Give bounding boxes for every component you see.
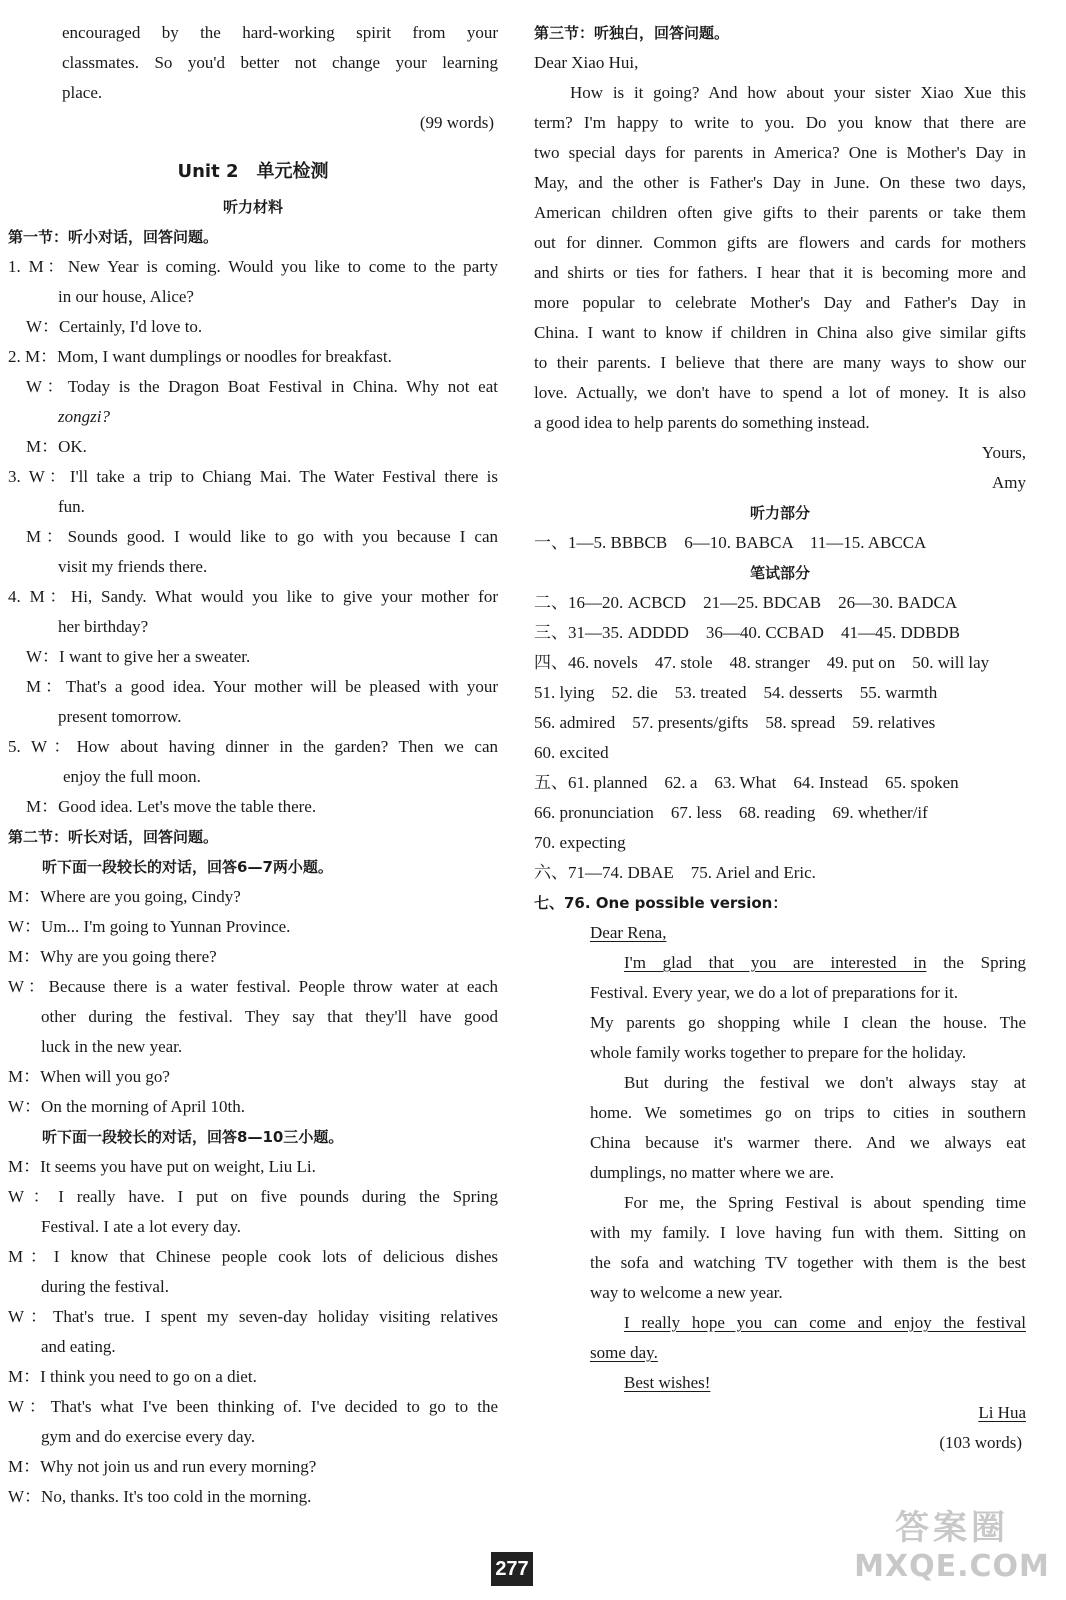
text-line: some day. [590,1343,658,1362]
left-column [8,18,498,1512]
text-line: W：That's true. I spent my seven-day holiday visiting relatives [8,1307,498,1326]
text-line: W：Um... I'm going to Yunnan Province. [8,917,291,936]
text-line: the sofa and watching TV together with them is the best [590,1253,1026,1272]
watermark-top: 答案圈 [895,1508,1009,1548]
text-line: 2. M：Mom, I want dumplings or noodles for breakfast. [8,347,392,366]
text-line: luck in the new year. [41,1037,183,1056]
text-line: 二、16—20. ACBCD 21—25. BDCAB 26—30. BADCA [534,593,958,612]
unit-title: Unit 2 单元检测 [177,161,329,182]
text-line: I really hope you can come and enjoy the festival [624,1313,1026,1332]
section-heading: 七、76. One possible version： [534,894,788,912]
text-line: M：Good idea. Let's move the table there. [26,797,317,816]
text-line: W：Certainly, I'd love to. [26,317,203,336]
text-line: Festival. Every year, we do a lot of preparations for it. [590,983,959,1002]
text-line: other during the festival. They say that they'll have good [41,1007,498,1026]
text-line: 五、61. planned 62. a 63. What 64. Instead 65. spoken [534,773,959,792]
text-line: M：Sounds good. I would like to go with you because I can [26,527,498,546]
text-line: W：That's what I've been thinking of. I've decided to go to the [8,1397,498,1416]
text-line: Yours, [981,443,1026,462]
text-line: For me, the Spring Festival is about spending time [624,1193,1026,1212]
text-line: 六、71—74. DBAE 75. Ariel and Eric. [534,863,816,882]
text-line: M：I think you need to go on a diet. [8,1367,257,1386]
text-line: love. Actually, we don't have to spend a lot of money. It is also [534,383,1026,402]
text-line: zongzi? [58,407,110,426]
text-line: term? I'm happy to write to you. Do you know that there are [534,113,1026,132]
text-line: to their parents. I believe that there are many ways to show our [534,353,1026,372]
text-line: American children often give gifts to their parents or take them [534,203,1026,222]
underlined-phrase: I'm glad that you are interested in [624,953,927,972]
right-column [534,18,1026,1458]
text-line: I'm glad that you are interested in the Spring [624,953,1026,972]
section-heading: 第一节：听小对话，回答问题。 [8,228,219,246]
text-line: Best wishes! [624,1373,711,1392]
watermark-logo [852,1500,1052,1600]
text-line: 三、31—35. ADDDD 36—40. CCBAD 41—45. DDBDB [534,623,960,642]
text-line: 70. expecting [534,833,626,852]
text-line: Dear Rena, [590,923,667,942]
text-line: M：I know that Chinese people cook lots of delicious dishes [8,1247,498,1266]
text-line: May, and the other is Father's Day in June. On these two days, [534,173,1026,192]
text-line: 4. M：Hi, Sandy. What would you like to give your mother for [8,587,498,606]
text-line: dumplings, no matter where we are. [590,1163,835,1182]
text-line: W：I want to give her a sweater. [26,647,251,666]
text-line: Amy [992,473,1026,492]
section-heading: 听力材料 [222,198,283,216]
text-line: in our house, Alice? [58,287,194,306]
section-heading: 第二节：听长对话，回答问题。 [8,828,219,846]
text-line: 3. W：I'll take a trip to Chiang Mai. The Water Festival there is [8,467,498,486]
section-heading: 听下面一段较长的对话，回答6—7两小题。 [42,858,333,876]
text-line: her birthday? [58,617,149,636]
section-heading: 听力部分 [749,504,810,522]
text-line: But during the festival we don't always stay at [624,1073,1026,1092]
text-line: M：Why not join us and run every morning? [8,1457,317,1476]
text-line: How is it going? And how about your sister Xiao Xue this [570,83,1026,102]
section-heading: 笔试部分 [749,564,810,582]
text-line: 60. excited [534,743,609,762]
watermark-bottom: MXQE.COM [854,1549,1050,1584]
text-line: M：That's a good idea. Your mother will be pleased with your [26,677,498,696]
text-line: W：No, thanks. It's too cold in the morning. [8,1487,312,1506]
text-line: Dear Xiao Hui, [534,53,639,72]
text-line: M：Why are you going there? [8,947,217,966]
text-line: more popular to celebrate Mother's Day and Father's Day in [534,293,1026,312]
text-line: classmates. So you'd better not change your learning [62,53,498,72]
spacer [8,138,498,152]
text-line: W：Today is the Dragon Boat Festival in China. Why not eat [26,377,498,396]
text-line: during the festival. [41,1277,169,1296]
text-line: two special days for parents in America? One is Mother's Day in [534,143,1026,162]
text-line: 56. admired 57. presents/gifts 58. spread 59. relatives [534,713,936,732]
text-line: 1. M：New Year is coming. Would you like to come to the party [8,257,498,276]
text-line: enjoy the full moon. [63,767,201,786]
text-line: (103 words) [939,1433,1022,1452]
text-line: M：Where are you going, Cindy? [8,887,241,906]
text-line: Li Hua [978,1403,1026,1422]
text-line: visit my friends there. [58,557,208,576]
text-line: gym and do exercise every day. [41,1427,256,1446]
text-line: M：It seems you have put on weight, Liu Li. [8,1157,316,1176]
text-line: (99 words) [419,113,494,132]
text-line: 51. lying 52. die 53. treated 54. desserts 55. warmth [534,683,938,702]
text-line: place. [62,83,103,102]
text-line: and eating. [41,1337,116,1356]
text-line: fun. [58,497,85,516]
text-line: encouraged by the hard-working spirit from your [62,23,498,42]
text-line: with my family. I love having fun with them. Sitting on [590,1223,1026,1242]
section-heading: 听下面一段较长的对话，回答8—10三小题。 [42,1128,344,1146]
text-line: and shirts or ties for fathers. I hear that it is becoming more and [534,263,1026,282]
text-line: 66. pronunciation 67. less 68. reading 69. whether/if [534,803,928,822]
text-line: M：OK. [26,437,87,456]
text-line: 四、46. novels 47. stole 48. stranger 49. put on 50. will lay [534,653,990,672]
text-line: 5. W：How about having dinner in the garden? Then we can [8,737,498,756]
text-line: W：On the morning of April 10th. [8,1097,246,1116]
text-line: China because it's warmer there. And we always eat [590,1133,1026,1152]
text-line: home. We sometimes go on trips to cities in southern [590,1103,1026,1122]
text-line: W：I really have. I put on five pounds during the Spring [8,1187,498,1206]
text-line: a good idea to help parents do something instead. [534,413,870,432]
text-line: My parents go shopping while I clean the house. The [590,1013,1026,1032]
text-line: way to welcome a new year. [590,1283,783,1302]
text-line: out for dinner. Common gifts are flowers and cards for mothers [534,233,1026,252]
page-number: 277 [491,1552,533,1586]
text-line: W：Because there is a water festival. People throw water at each [8,977,498,996]
text-line: Festival. I ate a lot every day. [41,1217,241,1236]
section-heading: 第三节：听独白，回答问题。 [534,24,730,42]
text-line: M：When will you go? [8,1067,170,1086]
text-line: China. I want to know if children in China also give similar gifts [534,323,1026,342]
text-line: present tomorrow. [58,707,182,726]
text-line: whole family works together to prepare for the holiday. [590,1043,967,1062]
text-line: 一、1—5. BBBCB 6—10. BABCA 11—15. ABCCA [534,533,927,552]
